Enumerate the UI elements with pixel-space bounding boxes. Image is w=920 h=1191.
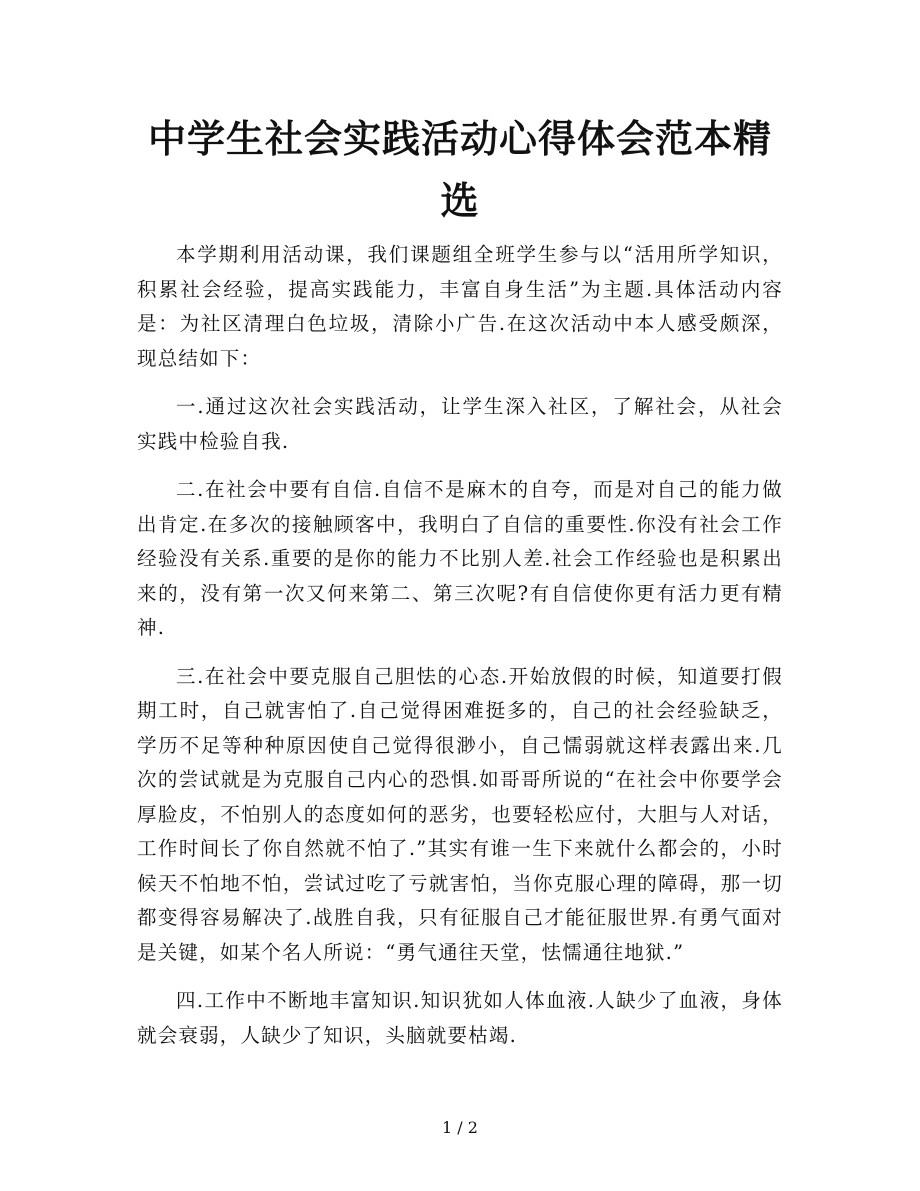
paragraph-point-3: 三.在社会中要克服自己胆怯的心态.开始放假的时候，知道要打假期工时，自己就害怕了.自己觉得困难挺多的，自己的社会经验缺乏，学历不足等种种原因使自己觉得很渺小，自己懦弱就这样表露出来.几次的尝试就是为克服自己内心的恐惧.如哥哥所说的“在社会中你要学会厚脸皮，不怕别人的态度如何的恶劣，也要轻松应付，大胆与人对话，工作时间长了你自然就不怕了.”其实有谁一生下来就什么都会的，小时候天不怕地不怕，尝试过吃了亏就害怕，当你克服心理的障碍，那一切都变得容易解决了.战胜自我，只有征服自己才能征服世界.有勇气面对是关键，如某个名人所说：“勇气通往天堂，怯懦通往地狱.” [137, 664, 783, 964]
paragraph-point-4: 四.工作中不断地丰富知识.知识犹如人体血液.人缺少了血液，身体就会衰弱，人缺少了知识，头脑就要枯竭. [137, 989, 783, 1047]
document-body [137, 238, 783, 1067]
paragraph-intro: 本学期利用活动课，我们课题组全班学生参与以“活用所学知识，积累社会经验，提高实践能力，丰富自身生活”为主题.具体活动内容是：为社区清理白色垃圾，清除小广告.在这次活动中本人感受颇深，现总结如下： [137, 243, 783, 370]
page-number: 1 / 2 [442, 1118, 478, 1137]
paragraph-point-1: 一.通过这次社会实践活动，让学生深入社区，了解社会，从社会实践中检验自我. [137, 395, 783, 453]
paragraph-point-2: 二.在社会中要有自信.自信不是麻木的自夸，而是对自己的能力做出肯定.在多次的接触顾客中，我明白了自信的重要性.你没有社会工作经验没有关系.重要的是你的能力不比别人差.社会工作经验也是积累出来的，没有第一次又何来第二、第三次呢?有自信使你更有活力更有精神. [137, 478, 783, 639]
document-title: 中学生社会实践活动心得体会范本精选 [147, 116, 772, 223]
